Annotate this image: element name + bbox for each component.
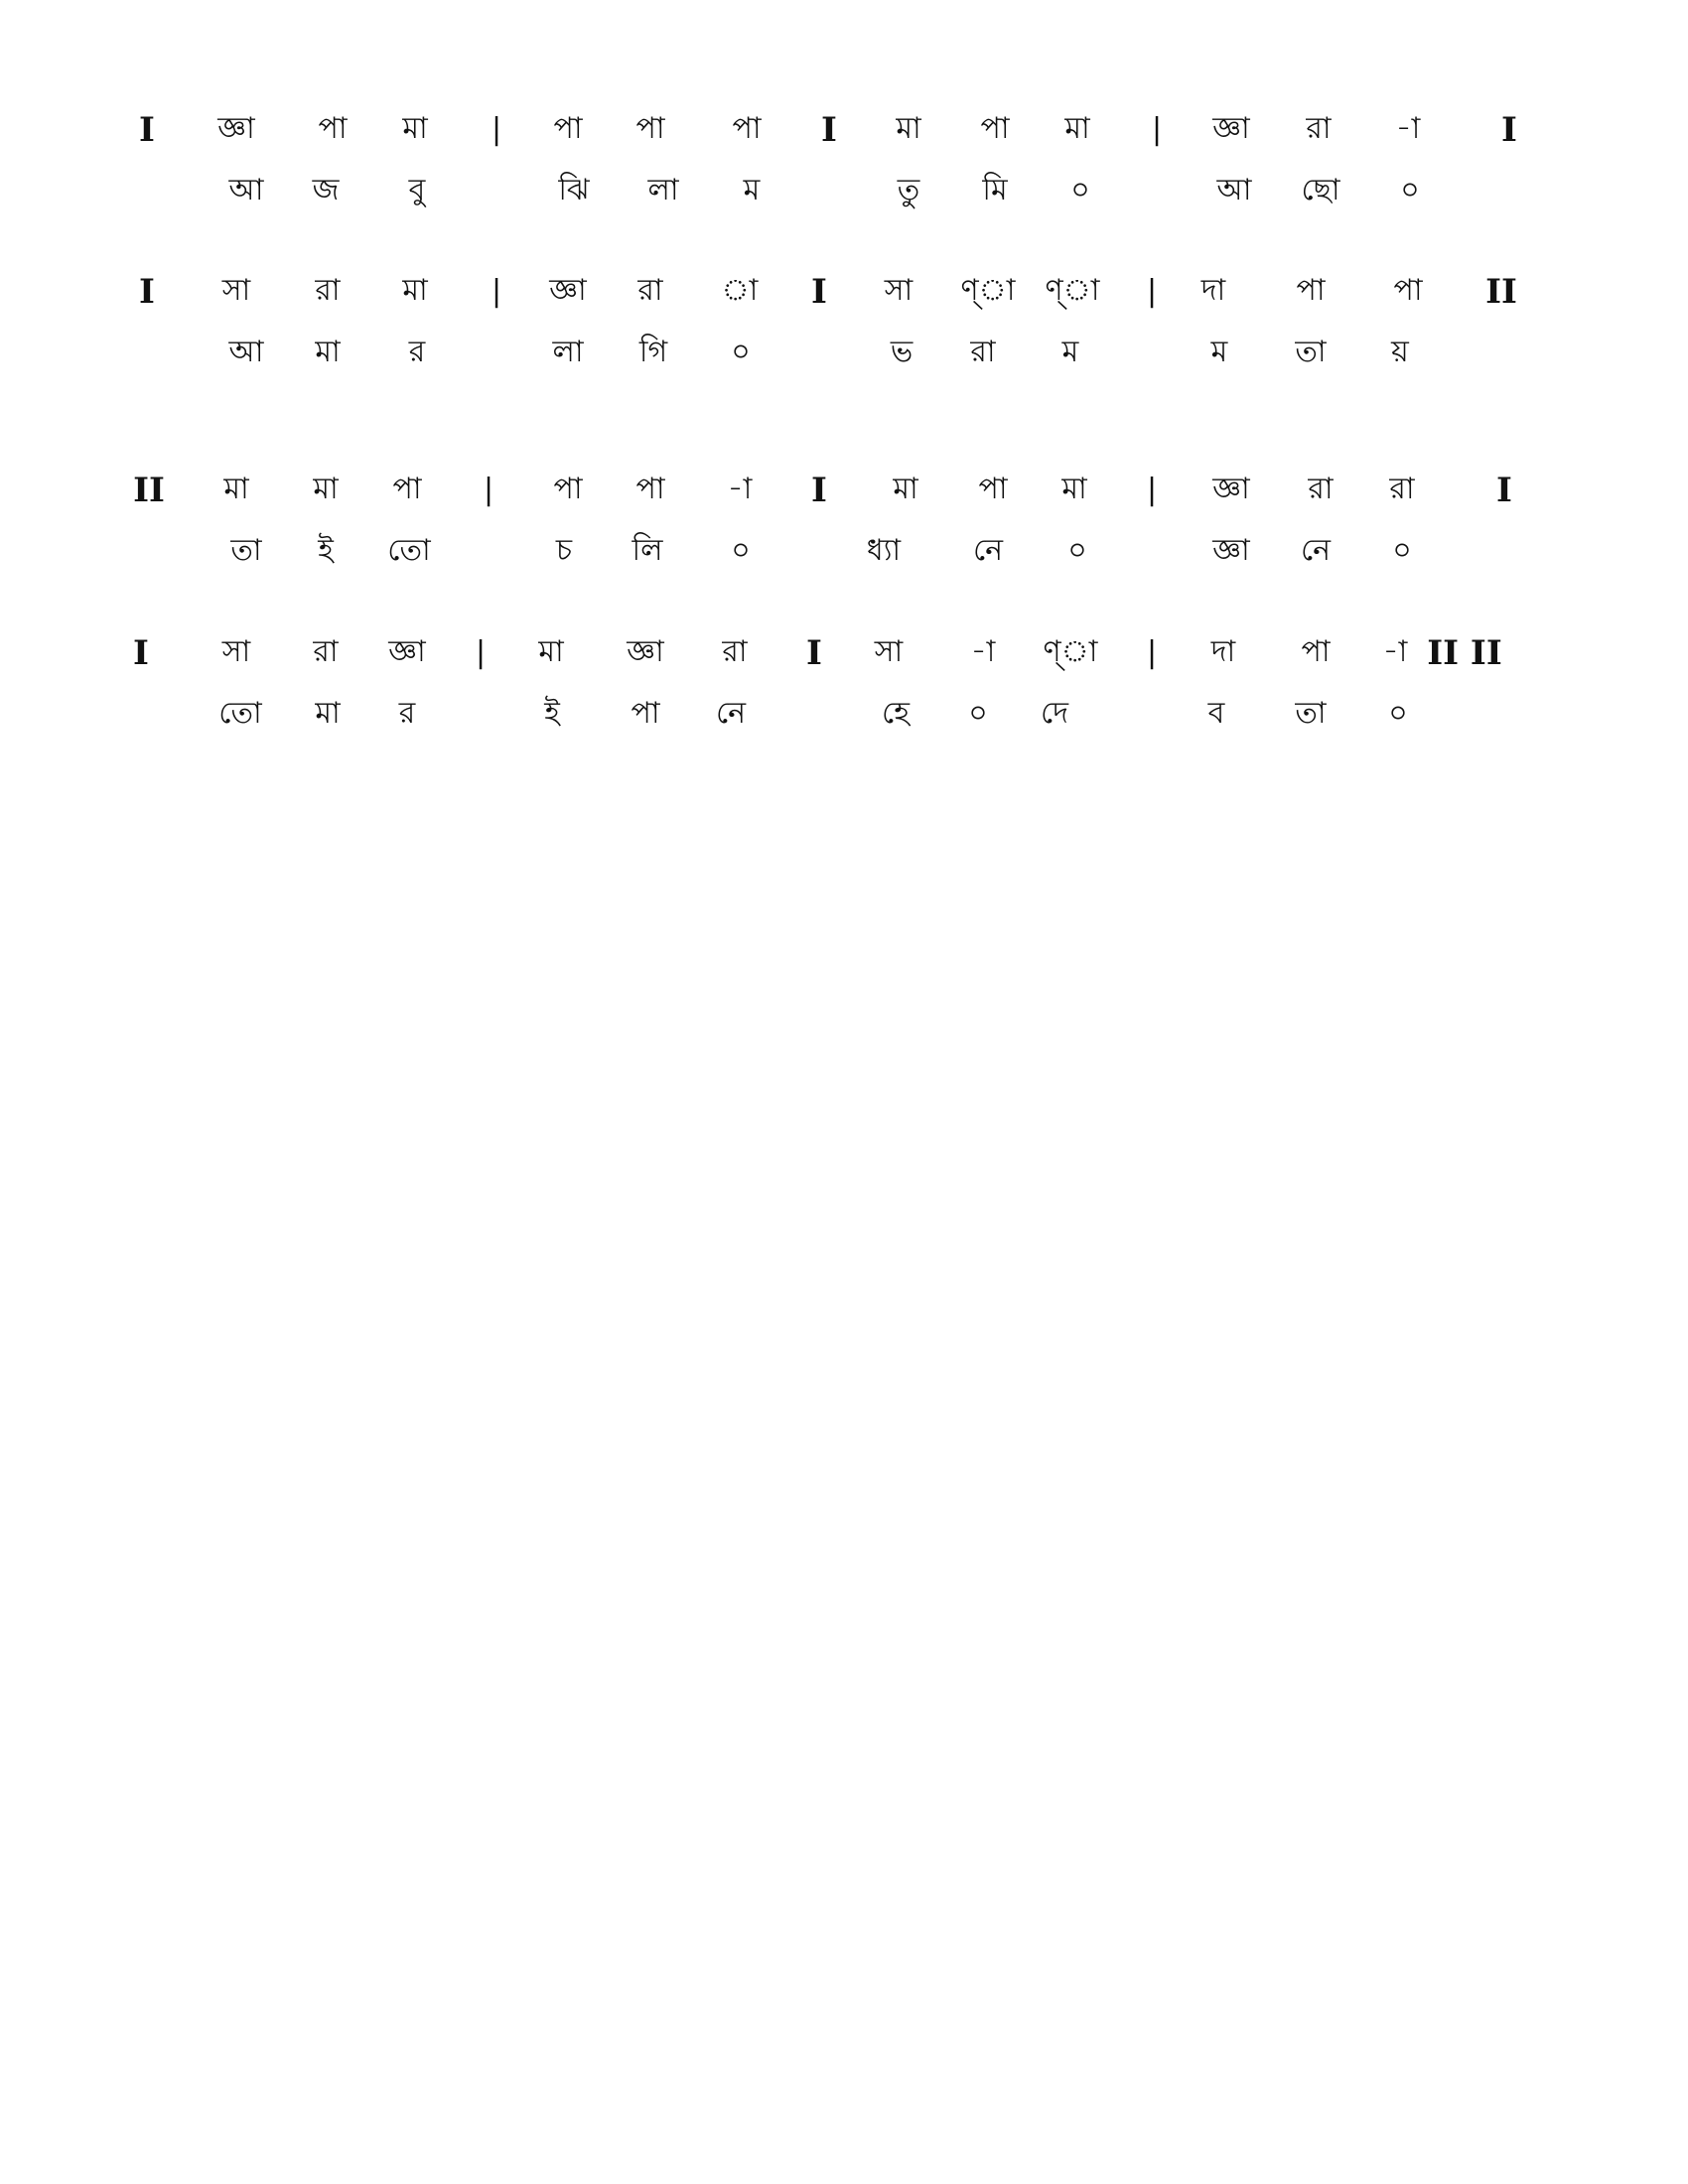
note: রা — [722, 634, 748, 669]
note: রা — [315, 273, 341, 308]
lyric-syllable: তা — [230, 533, 262, 568]
note: মা — [893, 472, 918, 506]
lyric-syllable: ছো — [1301, 173, 1340, 207]
notation-row — [0, 104, 1688, 233]
note: মা — [223, 472, 249, 506]
lyric-syllable: নে — [715, 696, 747, 731]
lyric-syllable: মা — [315, 696, 341, 731]
note: সা — [884, 273, 914, 308]
beat-divider: | — [1146, 635, 1158, 670]
beat-divider: | — [1146, 473, 1158, 507]
note-line — [0, 465, 1688, 524]
note: জ্ঞা — [549, 273, 587, 308]
note: রা — [1306, 111, 1332, 146]
lyric-line — [0, 526, 1688, 586]
lyric-syllable: ম — [743, 173, 761, 207]
note: -া — [1395, 111, 1421, 146]
measure-barline: I — [806, 633, 822, 673]
end-barline: I — [1501, 110, 1517, 150]
note: দা — [1200, 273, 1226, 308]
section-start-barline: II — [133, 471, 165, 510]
lyric-syllable: ০ — [1400, 173, 1420, 207]
lyric-line — [0, 689, 1688, 749]
note: া — [721, 273, 759, 308]
measure-barline: I — [821, 110, 837, 150]
note: রা — [1308, 472, 1334, 506]
note: সা — [221, 634, 251, 669]
note: রা — [313, 634, 339, 669]
note: পা — [553, 472, 583, 506]
note: জ্ঞা — [1212, 472, 1250, 506]
lyric-line — [0, 328, 1688, 387]
lyric-syllable: ০ — [1392, 533, 1412, 568]
lyric-syllable: দে — [1041, 696, 1068, 731]
lyric-syllable: ই — [318, 533, 334, 568]
note: মা — [313, 472, 339, 506]
lyric-syllable: ই — [544, 696, 560, 731]
lyric-syllable: ০ — [968, 696, 988, 731]
lyric-syllable: ভ — [890, 335, 914, 369]
note-line — [0, 266, 1688, 326]
lyric-syllable: রা — [970, 335, 996, 369]
note: জ্ঞা — [1212, 111, 1250, 146]
note-line — [0, 104, 1688, 164]
beat-divider: | — [1146, 274, 1158, 309]
note: মা — [538, 634, 564, 669]
note: পা — [980, 111, 1010, 146]
beat-divider: | — [491, 112, 502, 147]
lyric-syllable: ০ — [731, 533, 751, 568]
notation-row — [0, 266, 1688, 395]
lyric-syllable: তা — [1295, 335, 1327, 369]
section-end-barline: II — [1485, 272, 1517, 312]
note: সা — [221, 273, 251, 308]
lyric-syllable: মা — [315, 335, 341, 369]
notation-row — [0, 465, 1688, 594]
note: -া — [970, 634, 996, 669]
lyric-syllable: আ — [228, 335, 264, 369]
note: ণ্া — [1043, 634, 1098, 669]
note: রা — [1389, 472, 1415, 506]
start-barline: I — [139, 272, 155, 312]
note: মা — [1064, 111, 1090, 146]
lyric-syllable: তো — [387, 533, 431, 568]
lyric-syllable: হে — [882, 696, 910, 731]
start-barline: I — [139, 110, 155, 150]
lyric-syllable: ০ — [1067, 533, 1087, 568]
note: পা — [732, 111, 762, 146]
note: পা — [635, 111, 665, 146]
lyric-line — [0, 166, 1688, 225]
notation-row — [0, 627, 1688, 756]
lyric-syllable: পা — [631, 696, 660, 731]
lyric-syllable: বু — [408, 173, 426, 207]
lyric-syllable: তু — [897, 173, 920, 207]
beat-divider: | — [483, 473, 494, 507]
note: ণ্া — [960, 273, 1016, 308]
lyric-syllable: আ — [1216, 173, 1252, 207]
lyric-syllable: জ — [312, 173, 340, 207]
measure-barline: I — [811, 272, 827, 312]
lyric-syllable: জ্ঞা — [1212, 533, 1250, 568]
lyric-syllable: ঝি — [558, 173, 590, 207]
lyric-syllable: আ — [228, 173, 264, 207]
lyric-syllable: গি — [638, 335, 668, 369]
note: মা — [896, 111, 921, 146]
note: রা — [637, 273, 663, 308]
note: সা — [874, 634, 904, 669]
note: পা — [1296, 273, 1326, 308]
note: পা — [1393, 273, 1423, 308]
note: জ্ঞা — [217, 111, 255, 146]
lyric-syllable: ম — [1061, 335, 1079, 369]
lyric-syllable: ০ — [731, 335, 751, 369]
lyric-syllable: য় — [1391, 335, 1409, 369]
lyric-syllable: লা — [647, 173, 679, 207]
lyric-syllable: লি — [632, 533, 663, 568]
note: পা — [635, 472, 665, 506]
note: পা — [978, 472, 1008, 506]
lyric-syllable: ০ — [1070, 173, 1090, 207]
note: পা — [318, 111, 348, 146]
note: জ্ঞা — [627, 634, 664, 669]
lyric-syllable: নে — [1300, 533, 1332, 568]
note: পা — [553, 111, 583, 146]
lyric-syllable: ধ্যা — [866, 533, 902, 568]
note: পা — [1301, 634, 1331, 669]
note: মা — [402, 111, 428, 146]
lyric-syllable: র — [398, 696, 416, 731]
lyric-syllable: লা — [552, 335, 584, 369]
note-line — [0, 627, 1688, 687]
note: -া — [727, 472, 753, 506]
beat-divider: | — [475, 635, 487, 670]
lyric-syllable: মি — [982, 173, 1008, 207]
end-barline: I — [1496, 471, 1512, 510]
note: পা — [392, 472, 422, 506]
beat-divider: | — [1151, 112, 1163, 147]
lyric-syllable: তা — [1295, 696, 1327, 731]
note: মা — [1061, 472, 1087, 506]
lyric-syllable: ০ — [1388, 696, 1408, 731]
lyric-syllable: নে — [972, 533, 1004, 568]
lyric-syllable: তো — [218, 696, 262, 731]
note: -া — [1382, 634, 1408, 669]
lyric-syllable: ব — [1207, 696, 1225, 731]
note: জ্ঞা — [388, 634, 426, 669]
note: মা — [402, 273, 428, 308]
lyric-syllable: চ — [555, 533, 573, 568]
note: ণ্া — [1045, 273, 1100, 308]
final-barline: II II — [1427, 633, 1502, 673]
start-barline: I — [133, 633, 149, 673]
lyric-syllable: ম — [1210, 335, 1228, 369]
note: দা — [1210, 634, 1236, 669]
lyric-syllable: র — [408, 335, 426, 369]
beat-divider: | — [491, 274, 502, 309]
measure-barline: I — [811, 471, 827, 510]
